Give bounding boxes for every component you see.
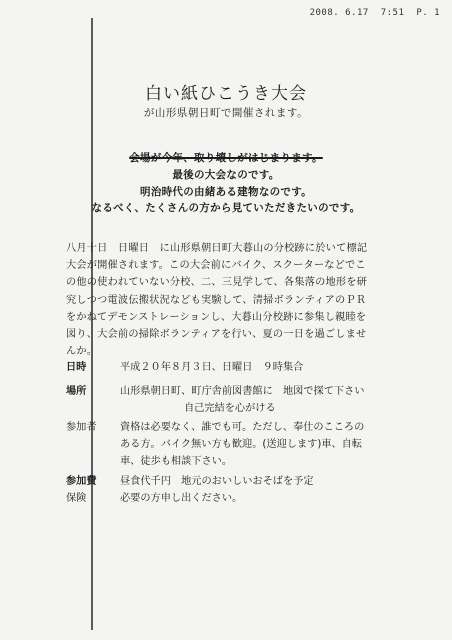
fax-date: 2008. 6.17 bbox=[309, 8, 369, 18]
datetime-label: 日時 bbox=[66, 362, 87, 373]
place-label: 場所 bbox=[66, 386, 87, 397]
body-line: んか。 bbox=[66, 346, 98, 358]
body-line: 図り、大会前の掃除ボランティアを行い、夏の一日を過ごしませ bbox=[66, 329, 367, 341]
body-line: 究しつつ電波伝搬状況なども実験して、清掃ボランティアのＰＲ bbox=[66, 294, 367, 306]
body-paragraph bbox=[66, 240, 408, 360]
fee-value: 昼食代千円 地元のおいしいおそばを予定 bbox=[120, 476, 314, 487]
fax-page-number: P. 1 bbox=[416, 8, 440, 18]
datetime-value: 平成２０年８月３日、日曜日 ９時集合 bbox=[120, 362, 304, 373]
participants-line: 車、徒歩も相談下さい。 bbox=[120, 456, 233, 467]
body-line: の他の使われていない分校、二、三見学して、各集落の地形を研 bbox=[66, 277, 368, 289]
notice-line-1: 会場が今年、取り壊しがはじまります。 bbox=[129, 152, 323, 164]
fax-time: 7:51 bbox=[380, 8, 405, 18]
participants-value bbox=[120, 419, 364, 470]
body-line: 大会が開催されます。この大会前にバイク、スクーターなどでこ bbox=[66, 260, 366, 272]
insurance-value: 必要の方申し出ください。 bbox=[120, 493, 243, 504]
notice-line-2: 最後の大会なのです。 bbox=[172, 169, 280, 181]
place-value bbox=[120, 383, 365, 417]
participants-label: 参加者 bbox=[66, 422, 97, 433]
insurance-label: 保険 bbox=[66, 493, 87, 504]
place-line: 自己完結を心がける bbox=[184, 403, 276, 414]
body-line: をかねてデモンストレーションし、大暮山分校跡に参集し親睦を bbox=[66, 311, 367, 323]
place-line: 山形県朝日町、町庁舎前図書館に 地図で探て下さい bbox=[120, 386, 365, 397]
document-subtitle: が山形県朝日町で開催されます。 bbox=[143, 107, 309, 119]
participants-line: ある方。バイク無い方も歓迎。(送迎します)車、自転 bbox=[120, 439, 363, 450]
notice-line-4: なるべく、たくさんの方から見ていただきたいのです。 bbox=[91, 202, 361, 214]
fax-header bbox=[304, 8, 440, 18]
notice-line-3: 明治時代の由緒ある建物なのです。 bbox=[140, 186, 312, 198]
document-title: 白い紙ひこうき大会 bbox=[145, 84, 307, 104]
participants-line: 資格は必要なく、誰でも可。ただし、奉仕のこころの bbox=[120, 422, 365, 433]
fee-label: 参加費 bbox=[66, 476, 97, 487]
body-line: 八月十日 日曜日 に山形県朝日町大暮山の分校跡に於いて標記 bbox=[66, 243, 368, 254]
